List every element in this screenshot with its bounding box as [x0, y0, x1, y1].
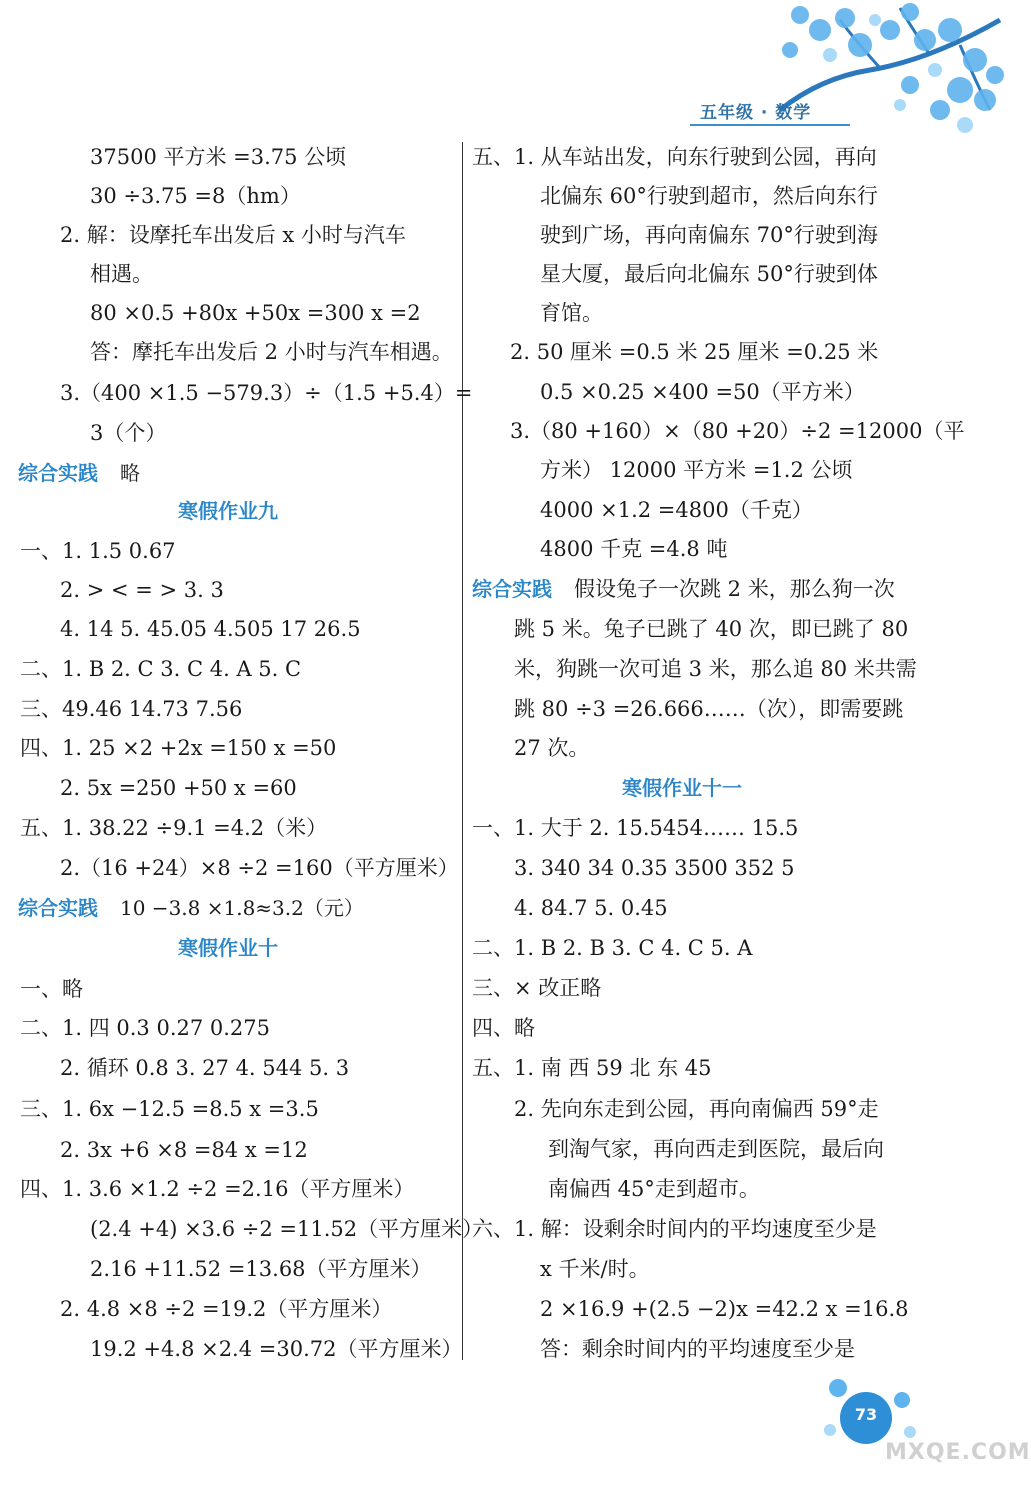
text-line: 19.2 +4.8 ×2.4 =30.72（平方厘米）	[90, 1337, 463, 1361]
text-line: 30 ÷3.75 =8（hm）	[90, 184, 301, 208]
header-rule	[690, 124, 850, 126]
text-line: 二、1. 四 0.3 0.27 0.275	[20, 1016, 271, 1040]
text-line: 五、1. 从车站出发，向东行驶到公园，再向	[472, 145, 877, 169]
text-line: 一、略	[20, 977, 83, 1001]
text-line: 四、略	[472, 1016, 535, 1040]
text-line: 27 次。	[514, 736, 590, 760]
text-line: 南偏西 45°走到超市。	[548, 1177, 760, 1201]
text-line: 80 ×0.5 +80x +50x =300 x =2	[90, 301, 421, 325]
text-line: 2.16 +11.52 =13.68（平方厘米）	[90, 1257, 432, 1281]
text-line: 一、1. 大于 2. 15.5454…… 15.5	[472, 816, 799, 840]
text-line: 跳 5 米。兔子已跳了 40 次，即已跳了 80	[514, 617, 909, 641]
text-line: 二、1. B 2. C 3. C 4. A 5. C	[20, 657, 302, 681]
text-line: 三、1. 6x −12.5 =8.5 x =3.5	[20, 1097, 319, 1121]
text-line: 4. 84.7 5. 0.45	[514, 896, 668, 920]
text-line: 2. 50 厘米 =0.5 米 25 厘米 =0.25 米	[510, 340, 879, 364]
text-line: 二、1. B 2. B 3. C 4. C 5. A	[472, 936, 753, 960]
text-line: 三、× 改正略	[472, 976, 602, 1000]
assignment-title: 寒假作业九	[178, 499, 278, 523]
text-line: 星大厦，最后向北偏东 50°行驶到体	[540, 262, 878, 286]
text-line: 4800 千克 =4.8 吨	[540, 537, 728, 561]
text-line: 四、1. 3.6 ×1.2 ÷2 =2.16（平方厘米）	[20, 1177, 415, 1201]
text-line: 相遇。	[90, 262, 153, 286]
section-text: 略	[120, 461, 140, 485]
section-text: 10 −3.8 ×1.8≈3.2（元）	[120, 896, 364, 920]
text-line: x 千米/时。	[540, 1257, 650, 1281]
text-line: 北偏东 60°行驶到超市，然后向东行	[540, 184, 878, 208]
text-line: 跳 80 ÷3 =26.666……（次），即需要跳	[514, 697, 904, 721]
text-line: 2. 5x =250 +50 x =60	[60, 776, 297, 800]
text-line: 六、1. 解：设剩余时间内的平均速度至少是	[472, 1217, 877, 1241]
text-line: 2. 4.8 ×8 ÷2 =19.2（平方厘米）	[60, 1297, 393, 1321]
text-line: 4. 14 5. 45.05 4.505 17 26.5	[60, 617, 361, 641]
text-line: 五、1. 38.22 ÷9.1 =4.2（米）	[20, 816, 328, 840]
text-line: 2.（16 +24）×8 ÷2 =160（平方厘米）	[60, 856, 459, 880]
text-line: 0.5 ×0.25 ×400 =50（平方米）	[540, 380, 865, 404]
text-line: 2 ×16.9 +(2.5 −2)x =42.2 x =16.8	[540, 1297, 909, 1321]
blossom-branch-decoration	[760, 0, 1000, 150]
section-label: 综合实践	[18, 896, 98, 920]
text-line: 驶到广场，再向南偏东 70°行驶到海	[540, 223, 878, 247]
text-line: 到淘气家，再向西走到医院，最后向	[548, 1137, 884, 1161]
assignment-title: 寒假作业十	[178, 936, 278, 960]
text-line: 答：剩余时间内的平均速度至少是	[540, 1337, 855, 1361]
column-divider	[462, 142, 463, 1360]
section-heading	[472, 574, 895, 604]
text-line: 37500 平方米 =3.75 公顷	[90, 145, 347, 169]
text-line: 2. 先向东走到公园，再向南偏西 59°走	[514, 1097, 879, 1121]
page-number: 73	[854, 1405, 878, 1424]
text-line: (2.4 +4) ×3.6 ÷2 =11.52（平方厘米）	[90, 1217, 484, 1241]
text-line: 3. 340 34 0.35 3500 352 5	[514, 856, 795, 880]
text-line: 三、49.46 14.73 7.56	[20, 697, 243, 721]
section-text: 假设兔子一次跳 2 米，那么狗一次	[574, 577, 895, 601]
watermark-text: MXQE.COM	[885, 1440, 1031, 1465]
section-heading	[18, 893, 364, 923]
section-heading	[18, 458, 140, 488]
text-line: 育馆。	[540, 301, 603, 325]
text-line: 2. 循环 0.8 3. 27 4. 544 5. 3	[60, 1056, 350, 1080]
text-line: 3.（400 ×1.5 −579.3）÷（1.5 +5.4）=	[60, 381, 473, 405]
text-line: 2. 解：设摩托车出发后 x 小时与汽车	[60, 223, 406, 247]
text-line: 一、1. 1.5 0.67	[20, 539, 176, 563]
grade-subject-label: 五年级 · 数学	[700, 103, 812, 123]
text-line: 2. > < = > 3. 3	[60, 578, 224, 602]
assignment-title: 寒假作业十一	[622, 776, 742, 800]
text-line: 四、1. 25 ×2 +2x =150 x =50	[20, 736, 337, 760]
text-line: 3.（80 +160）×（80 +20）÷2 =12000（平	[510, 419, 965, 443]
text-line: 3（个）	[90, 421, 167, 445]
page-number-bubbles	[820, 1370, 990, 1490]
text-line: 方米） 12000 平方米 =1.2 公顷	[540, 458, 853, 482]
section-label: 综合实践	[18, 461, 98, 485]
text-line: 2. 3x +6 ×8 =84 x =12	[60, 1138, 308, 1162]
text-line: 答：摩托车出发后 2 小时与汽车相遇。	[90, 340, 453, 364]
section-label: 综合实践	[472, 577, 552, 601]
text-line: 4000 ×1.2 =4800（千克）	[540, 498, 813, 522]
text-line: 米，狗跳一次可追 3 米，那么追 80 米共需	[514, 657, 917, 681]
text-line: 五、1. 南 西 59 北 东 45	[472, 1056, 712, 1080]
